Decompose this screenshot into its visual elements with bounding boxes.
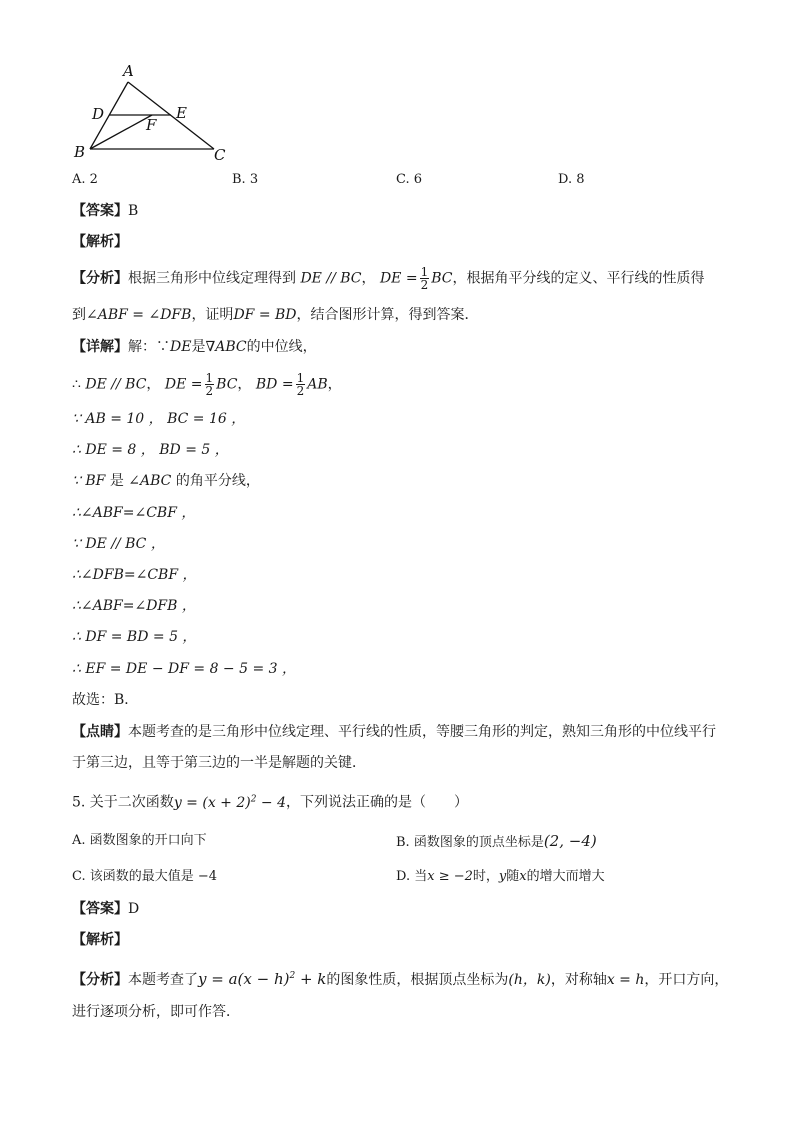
- math-vertex-hk: (h，k): [508, 972, 551, 988]
- detail-text: 的中位线，: [246, 339, 317, 355]
- comma: ，: [237, 376, 252, 393]
- therefore-symbol: ∴: [72, 376, 81, 393]
- comma: ，: [327, 376, 342, 393]
- answer-tag: 【答案】: [72, 203, 128, 219]
- fenxi-text: ，结合图形计算，得到答案．: [296, 307, 479, 323]
- q4-step-3: ∵ AB = 10 ， BC = 16 ，: [72, 411, 246, 427]
- q4-fenxi-line-1: [72, 266, 704, 291]
- q4-option-d[interactable]: D. 8: [558, 172, 585, 187]
- fenxi-text: ，根据角平分线的定义、平行线的性质得: [452, 270, 705, 287]
- q4-comment-line-1: [72, 722, 716, 742]
- fenxi-text: ，证明: [191, 307, 234, 323]
- fraction-half: $\frac{1}{2}$: [296, 371, 305, 398]
- q5-option-a[interactable]: A. 函数图象的开口向下: [72, 833, 207, 848]
- math-angle-abc: ∠ABC: [128, 473, 172, 489]
- q4-fenxi-line-2: [72, 305, 479, 325]
- math-bf: ∵ BF: [72, 473, 106, 489]
- q4-analysis-heading: [72, 232, 128, 252]
- detail-text: 解：∵: [128, 339, 170, 355]
- q4-step-10: ∴ DF = BD = 5 ，: [72, 629, 197, 645]
- label-d: D: [92, 105, 105, 123]
- q5-option-d[interactable]: D. 当x ≥ −2时，y随x的增大而增大: [396, 869, 605, 884]
- math-bc: BC: [216, 376, 238, 393]
- q5-stem: [72, 789, 468, 813]
- math-triangle-abc: ∇ABC: [205, 339, 247, 355]
- q4-step-6: ∴∠ABF=∠CBF ，: [72, 505, 196, 521]
- math-abf-dfb: ∠ABF = ∠DFB: [86, 307, 192, 323]
- comment-text: 本题考查的是三角形中位线定理、平行线的性质，等腰三角形的判定，熟知三角形的中位线平行: [128, 724, 716, 740]
- math-de-eq: DE =: [379, 270, 418, 287]
- comma: ，: [146, 376, 161, 393]
- fenxi-text: 根据三角形中位线定理得到: [128, 270, 296, 287]
- detail-text: 是: [191, 339, 206, 355]
- math-de-eq: DE =: [164, 376, 203, 393]
- math-ab: AB: [307, 376, 328, 393]
- q4-step-9: ∴∠ABF=∠DFB ，: [72, 598, 196, 614]
- q5-stem-text: ，下列说法正确的是（ ）: [286, 794, 468, 811]
- analysis-tag: 【解析】: [72, 234, 128, 250]
- detail-tag: 【详解】: [72, 339, 128, 355]
- q5-analysis-heading: [72, 930, 128, 950]
- q4-option-c[interactable]: C. 6: [396, 172, 423, 187]
- fenxi-text: 到: [72, 307, 86, 323]
- label-f: F: [146, 116, 157, 134]
- q4-detail-line-2: [72, 372, 342, 397]
- q5-option-b[interactable]: B. 函数图象的顶点坐标是(2, −4): [396, 832, 597, 850]
- q5-fenxi-line-2: 进行逐项分析，即可作答．: [72, 1004, 240, 1020]
- label-e: E: [176, 104, 187, 122]
- label-a: A: [123, 62, 134, 80]
- math-bd-eq: BD =: [255, 376, 294, 393]
- fenxi-text: ，对称轴: [550, 972, 607, 988]
- answer-value: B: [128, 203, 139, 219]
- q4-step-8: ∴∠DFB=∠CBF ，: [72, 567, 197, 583]
- math-df-bd: DF = BD: [233, 307, 297, 323]
- math-vertex-form: $y = a(x - h)^2 + k$: [198, 970, 327, 988]
- q5-answer: [72, 899, 139, 919]
- q4-answer: [72, 201, 138, 221]
- step-text: 的角平分线，: [175, 473, 260, 489]
- label-b: B: [74, 143, 86, 161]
- math-q5-function: $y = (x + 2)^2 - 4$: [173, 794, 286, 811]
- math-de-par-bc: DE // BC: [85, 376, 147, 393]
- fenxi-text: 的图象性质，根据顶点坐标为: [326, 972, 509, 988]
- math-bc: BC: [431, 270, 453, 287]
- comment-tag: 【点睛】: [72, 724, 128, 740]
- q4-option-a[interactable]: A. 2: [72, 172, 98, 187]
- q4-option-b[interactable]: B. 3: [232, 172, 259, 187]
- step-text: 是: [109, 473, 124, 489]
- analysis-tag: 【解析】: [72, 932, 128, 948]
- answer-value: D: [128, 901, 140, 917]
- q4-step-12: 故选：B．: [72, 692, 139, 708]
- triangle-figure: [70, 58, 240, 168]
- q4-detail-line-1: [72, 337, 317, 357]
- q5-stem-text: 5. 关于二次函数: [72, 794, 174, 811]
- math-axis: x = h: [606, 972, 645, 988]
- q4-step-11: ∴ EF = DE − DF = 8 − 5 = 3 ，: [72, 661, 296, 677]
- label-c: C: [214, 146, 226, 164]
- q5-fenxi-line-1: [72, 966, 728, 990]
- fraction-half: $\frac{1}{2}$: [205, 371, 214, 398]
- math-de-par-bc: DE // BC: [300, 270, 362, 287]
- comma: ，: [361, 270, 376, 287]
- math-de: DE: [170, 339, 192, 355]
- q4-step-5: [72, 471, 260, 491]
- q4-step-4: ∴ DE = 8 ， BD = 5 ，: [72, 442, 229, 458]
- fenxi-tag: 【分析】: [72, 972, 128, 988]
- fenxi-text: ，开口方向，: [644, 972, 729, 988]
- q4-comment-line-2: 于第三边，且等于第三边的一半是解题的关键．: [72, 755, 366, 771]
- fenxi-tag: 【分析】: [72, 270, 128, 287]
- answer-tag: 【答案】: [72, 901, 128, 917]
- math-vertex: (2, −4): [543, 832, 597, 850]
- q5-option-c[interactable]: C. 该函数的最大值是 −4: [72, 869, 218, 884]
- fenxi-text: 本题考查了: [128, 972, 198, 988]
- q4-step-7: ∵ DE // BC ，: [72, 536, 165, 552]
- fraction-half: $\frac{1}{2}$: [420, 265, 429, 292]
